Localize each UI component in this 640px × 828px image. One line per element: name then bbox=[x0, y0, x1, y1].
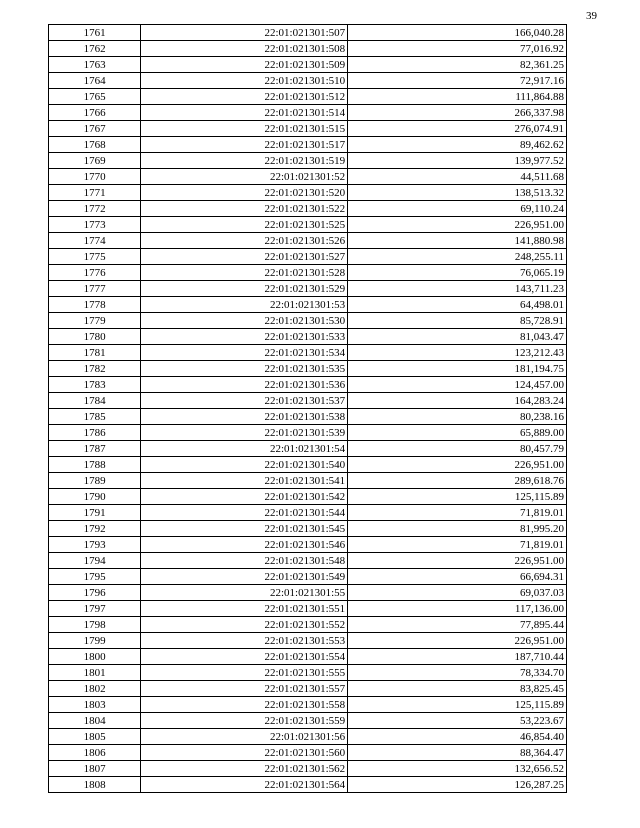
value-cell: 65,889.00 bbox=[348, 425, 567, 441]
table-row bbox=[49, 361, 567, 377]
table-row bbox=[49, 441, 567, 457]
value-cell: 226,951.00 bbox=[348, 553, 567, 569]
table-row bbox=[49, 105, 567, 121]
value-cell: 123,212.43 bbox=[348, 345, 567, 361]
row-number-cell: 1768 bbox=[49, 137, 141, 153]
cadastral-number-cell: 22:01:021301:553 bbox=[141, 633, 348, 649]
value-cell: 77,895.44 bbox=[348, 617, 567, 633]
cadastral-number-cell: 22:01:021301:533 bbox=[141, 329, 348, 345]
table-row bbox=[49, 729, 567, 745]
cadastral-number-cell: 22:01:021301:555 bbox=[141, 665, 348, 681]
value-cell: 276,074.91 bbox=[348, 121, 567, 137]
cadastral-number-cell: 22:01:021301:520 bbox=[141, 185, 348, 201]
value-cell: 72,917.16 bbox=[348, 73, 567, 89]
cadastral-number-cell: 22:01:021301:53 bbox=[141, 297, 348, 313]
row-number-cell: 1776 bbox=[49, 265, 141, 281]
table-row bbox=[49, 601, 567, 617]
row-number-cell: 1791 bbox=[49, 505, 141, 521]
table-row bbox=[49, 569, 567, 585]
table-row bbox=[49, 409, 567, 425]
table-row bbox=[49, 489, 567, 505]
value-cell: 226,951.00 bbox=[348, 457, 567, 473]
value-cell: 44,511.68 bbox=[348, 169, 567, 185]
row-number-cell: 1803 bbox=[49, 697, 141, 713]
row-number-cell: 1778 bbox=[49, 297, 141, 313]
row-number-cell: 1773 bbox=[49, 217, 141, 233]
table-row bbox=[49, 505, 567, 521]
cadastral-number-cell: 22:01:021301:544 bbox=[141, 505, 348, 521]
value-cell: 181,194.75 bbox=[348, 361, 567, 377]
row-number-cell: 1775 bbox=[49, 249, 141, 265]
table-row bbox=[49, 137, 567, 153]
cadastral-number-cell: 22:01:021301:530 bbox=[141, 313, 348, 329]
row-number-cell: 1786 bbox=[49, 425, 141, 441]
row-number-cell: 1804 bbox=[49, 713, 141, 729]
table-row bbox=[49, 329, 567, 345]
row-number-cell: 1798 bbox=[49, 617, 141, 633]
row-number-cell: 1807 bbox=[49, 761, 141, 777]
table-row bbox=[49, 553, 567, 569]
cadastral-number-cell: 22:01:021301:529 bbox=[141, 281, 348, 297]
value-cell: 187,710.44 bbox=[348, 649, 567, 665]
cadastral-number-cell: 22:01:021301:560 bbox=[141, 745, 348, 761]
cadastral-number-cell: 22:01:021301:538 bbox=[141, 409, 348, 425]
row-number-cell: 1796 bbox=[49, 585, 141, 601]
row-number-cell: 1771 bbox=[49, 185, 141, 201]
table-row bbox=[49, 249, 567, 265]
cadastral-number-cell: 22:01:021301:539 bbox=[141, 425, 348, 441]
cadastral-number-cell: 22:01:021301:52 bbox=[141, 169, 348, 185]
table-row bbox=[49, 201, 567, 217]
row-number-cell: 1789 bbox=[49, 473, 141, 489]
table-body bbox=[49, 25, 567, 793]
table-row bbox=[49, 681, 567, 697]
cadastral-number-cell: 22:01:021301:517 bbox=[141, 137, 348, 153]
value-cell: 164,283.24 bbox=[348, 393, 567, 409]
value-cell: 81,043.47 bbox=[348, 329, 567, 345]
value-cell: 166,040.28 bbox=[348, 25, 567, 41]
value-cell: 289,618.76 bbox=[348, 473, 567, 489]
value-cell: 78,334.70 bbox=[348, 665, 567, 681]
row-number-cell: 1780 bbox=[49, 329, 141, 345]
cadastral-number-cell: 22:01:021301:510 bbox=[141, 73, 348, 89]
cadastral-number-cell: 22:01:021301:508 bbox=[141, 41, 348, 57]
cadastral-number-cell: 22:01:021301:519 bbox=[141, 153, 348, 169]
row-number-cell: 1795 bbox=[49, 569, 141, 585]
row-number-cell: 1799 bbox=[49, 633, 141, 649]
value-cell: 143,711.23 bbox=[348, 281, 567, 297]
table-row bbox=[49, 473, 567, 489]
row-number-cell: 1770 bbox=[49, 169, 141, 185]
value-cell: 66,694.31 bbox=[348, 569, 567, 585]
cadastral-number-cell: 22:01:021301:514 bbox=[141, 105, 348, 121]
table-row bbox=[49, 169, 567, 185]
value-cell: 138,513.32 bbox=[348, 185, 567, 201]
cadastral-number-cell: 22:01:021301:509 bbox=[141, 57, 348, 73]
row-number-cell: 1808 bbox=[49, 777, 141, 793]
cadastral-number-cell: 22:01:021301:559 bbox=[141, 713, 348, 729]
cadastral-number-cell: 22:01:021301:564 bbox=[141, 777, 348, 793]
table-row bbox=[49, 313, 567, 329]
cadastral-number-cell: 22:01:021301:536 bbox=[141, 377, 348, 393]
table-row bbox=[49, 281, 567, 297]
row-number-cell: 1769 bbox=[49, 153, 141, 169]
row-number-cell: 1800 bbox=[49, 649, 141, 665]
table-row bbox=[49, 73, 567, 89]
row-number-cell: 1782 bbox=[49, 361, 141, 377]
row-number-cell: 1779 bbox=[49, 313, 141, 329]
table-row bbox=[49, 233, 567, 249]
value-cell: 53,223.67 bbox=[348, 713, 567, 729]
row-number-cell: 1792 bbox=[49, 521, 141, 537]
value-cell: 125,115.89 bbox=[348, 489, 567, 505]
table-row bbox=[49, 89, 567, 105]
value-cell: 117,136.00 bbox=[348, 601, 567, 617]
row-number-cell: 1787 bbox=[49, 441, 141, 457]
table-row bbox=[49, 25, 567, 41]
value-cell: 85,728.91 bbox=[348, 313, 567, 329]
row-number-cell: 1777 bbox=[49, 281, 141, 297]
cadastral-number-cell: 22:01:021301:554 bbox=[141, 649, 348, 665]
cadastral-number-cell: 22:01:021301:549 bbox=[141, 569, 348, 585]
cadastral-number-cell: 22:01:021301:552 bbox=[141, 617, 348, 633]
row-number-cell: 1788 bbox=[49, 457, 141, 473]
table-row bbox=[49, 665, 567, 681]
row-number-cell: 1764 bbox=[49, 73, 141, 89]
value-cell: 71,819.01 bbox=[348, 537, 567, 553]
row-number-cell: 1793 bbox=[49, 537, 141, 553]
table-row bbox=[49, 457, 567, 473]
value-cell: 77,016.92 bbox=[348, 41, 567, 57]
row-number-cell: 1797 bbox=[49, 601, 141, 617]
value-cell: 46,854.40 bbox=[348, 729, 567, 745]
row-number-cell: 1762 bbox=[49, 41, 141, 57]
row-number-cell: 1806 bbox=[49, 745, 141, 761]
value-cell: 71,819.01 bbox=[348, 505, 567, 521]
table-row bbox=[49, 633, 567, 649]
value-cell: 111,864.88 bbox=[348, 89, 567, 105]
cadastral-number-cell: 22:01:021301:55 bbox=[141, 585, 348, 601]
cadastral-number-cell: 22:01:021301:548 bbox=[141, 553, 348, 569]
value-cell: 226,951.00 bbox=[348, 217, 567, 233]
table-row bbox=[49, 121, 567, 137]
row-number-cell: 1763 bbox=[49, 57, 141, 73]
cadastral-number-cell: 22:01:021301:562 bbox=[141, 761, 348, 777]
row-number-cell: 1761 bbox=[49, 25, 141, 41]
value-cell: 88,364.47 bbox=[348, 745, 567, 761]
table-row bbox=[49, 649, 567, 665]
cadastral-number-cell: 22:01:021301:558 bbox=[141, 697, 348, 713]
row-number-cell: 1783 bbox=[49, 377, 141, 393]
value-cell: 80,457.79 bbox=[348, 441, 567, 457]
table-row bbox=[49, 521, 567, 537]
row-number-cell: 1765 bbox=[49, 89, 141, 105]
cadastral-number-cell: 22:01:021301:551 bbox=[141, 601, 348, 617]
value-cell: 226,951.00 bbox=[348, 633, 567, 649]
cadastral-number-cell: 22:01:021301:525 bbox=[141, 217, 348, 233]
cadastral-number-cell: 22:01:021301:545 bbox=[141, 521, 348, 537]
row-number-cell: 1766 bbox=[49, 105, 141, 121]
table-row bbox=[49, 153, 567, 169]
row-number-cell: 1790 bbox=[49, 489, 141, 505]
table-row bbox=[49, 425, 567, 441]
table-row bbox=[49, 617, 567, 633]
value-cell: 248,255.11 bbox=[348, 249, 567, 265]
value-cell: 126,287.25 bbox=[348, 777, 567, 793]
row-number-cell: 1767 bbox=[49, 121, 141, 137]
row-number-cell: 1774 bbox=[49, 233, 141, 249]
cadastral-number-cell: 22:01:021301:54 bbox=[141, 441, 348, 457]
table-row bbox=[49, 217, 567, 233]
value-cell: 82,361.25 bbox=[348, 57, 567, 73]
cadastral-number-cell: 22:01:021301:527 bbox=[141, 249, 348, 265]
row-number-cell: 1772 bbox=[49, 201, 141, 217]
table-row bbox=[49, 41, 567, 57]
value-cell: 69,110.24 bbox=[348, 201, 567, 217]
table-row bbox=[49, 777, 567, 793]
table-row bbox=[49, 345, 567, 361]
table-row bbox=[49, 297, 567, 313]
value-cell: 80,238.16 bbox=[348, 409, 567, 425]
table-row bbox=[49, 185, 567, 201]
cadastral-number-cell: 22:01:021301:546 bbox=[141, 537, 348, 553]
value-cell: 83,825.45 bbox=[348, 681, 567, 697]
cadastral-number-cell: 22:01:021301:537 bbox=[141, 393, 348, 409]
value-cell: 81,995.20 bbox=[348, 521, 567, 537]
value-cell: 64,498.01 bbox=[348, 297, 567, 313]
cadastral-number-cell: 22:01:021301:557 bbox=[141, 681, 348, 697]
row-number-cell: 1802 bbox=[49, 681, 141, 697]
cadastral-number-cell: 22:01:021301:526 bbox=[141, 233, 348, 249]
row-number-cell: 1805 bbox=[49, 729, 141, 745]
cadastral-number-cell: 22:01:021301:535 bbox=[141, 361, 348, 377]
row-number-cell: 1784 bbox=[49, 393, 141, 409]
cadastral-number-cell: 22:01:021301:512 bbox=[141, 89, 348, 105]
parcel-value-table bbox=[48, 24, 567, 793]
cadastral-number-cell: 22:01:021301:507 bbox=[141, 25, 348, 41]
cadastral-number-cell: 22:01:021301:522 bbox=[141, 201, 348, 217]
value-cell: 266,337.98 bbox=[348, 105, 567, 121]
cadastral-number-cell: 22:01:021301:528 bbox=[141, 265, 348, 281]
cadastral-number-cell: 22:01:021301:541 bbox=[141, 473, 348, 489]
table-row bbox=[49, 745, 567, 761]
value-cell: 76,065.19 bbox=[348, 265, 567, 281]
table-row bbox=[49, 585, 567, 601]
row-number-cell: 1794 bbox=[49, 553, 141, 569]
table-row bbox=[49, 57, 567, 73]
table-row bbox=[49, 713, 567, 729]
value-cell: 139,977.52 bbox=[348, 153, 567, 169]
page-number: 39 bbox=[586, 10, 597, 22]
table-row bbox=[49, 537, 567, 553]
table-row bbox=[49, 761, 567, 777]
cadastral-number-cell: 22:01:021301:542 bbox=[141, 489, 348, 505]
value-cell: 89,462.62 bbox=[348, 137, 567, 153]
row-number-cell: 1801 bbox=[49, 665, 141, 681]
cadastral-number-cell: 22:01:021301:515 bbox=[141, 121, 348, 137]
cadastral-number-cell: 22:01:021301:534 bbox=[141, 345, 348, 361]
value-cell: 125,115.89 bbox=[348, 697, 567, 713]
table-row bbox=[49, 265, 567, 281]
cadastral-number-cell: 22:01:021301:56 bbox=[141, 729, 348, 745]
cadastral-number-cell: 22:01:021301:540 bbox=[141, 457, 348, 473]
table-row bbox=[49, 377, 567, 393]
value-cell: 141,880.98 bbox=[348, 233, 567, 249]
row-number-cell: 1785 bbox=[49, 409, 141, 425]
value-cell: 132,656.52 bbox=[348, 761, 567, 777]
value-cell: 124,457.00 bbox=[348, 377, 567, 393]
value-cell: 69,037.03 bbox=[348, 585, 567, 601]
row-number-cell: 1781 bbox=[49, 345, 141, 361]
table-row bbox=[49, 697, 567, 713]
table-row bbox=[49, 393, 567, 409]
